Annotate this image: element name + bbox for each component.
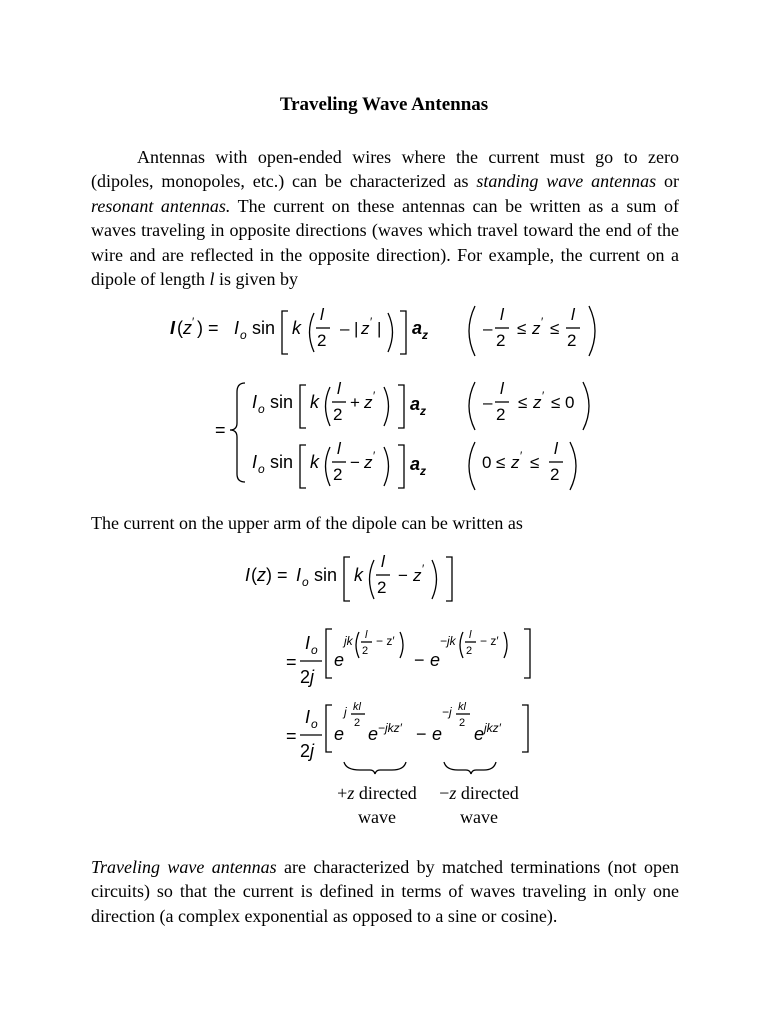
svg-text:z: z <box>361 319 370 338</box>
svg-text:sin: sin <box>270 392 294 412</box>
svg-text:0: 0 <box>482 453 492 472</box>
svg-text:e: e <box>334 650 345 670</box>
svg-text:e: e <box>430 650 441 670</box>
svg-text:−: − <box>414 650 425 670</box>
svg-text:2: 2 <box>300 667 311 687</box>
svg-text:′: ′ <box>373 449 376 463</box>
svg-text:l: l <box>500 379 504 398</box>
equation-dipole-current <box>170 305 595 356</box>
svg-text:I: I <box>234 318 240 338</box>
svg-text:|: | <box>377 319 382 338</box>
svg-text:z: z <box>511 453 520 472</box>
traveling-wave-paragraph <box>91 855 679 928</box>
svg-text:k: k <box>310 452 319 472</box>
svg-text:′: ′ <box>520 449 523 463</box>
svg-text:jkz′: jkz′ <box>484 721 501 735</box>
svg-text:o: o <box>258 462 265 476</box>
svg-text:′: ′ <box>422 562 425 576</box>
svg-text:z: z <box>364 453 373 472</box>
svg-text:2: 2 <box>333 405 343 424</box>
minus-z-wave-label <box>424 781 534 829</box>
svg-text:I: I <box>296 565 302 585</box>
svg-text:+: + <box>350 393 360 412</box>
svg-text:l: l <box>469 629 472 641</box>
svg-text:≤: ≤ <box>518 393 528 412</box>
svg-text:z: z <box>420 464 426 478</box>
svg-text:=: = <box>215 420 226 440</box>
svg-text:o: o <box>311 643 318 657</box>
svg-text:e: e <box>334 724 345 744</box>
svg-text:−j: −j <box>442 705 452 719</box>
svg-text:l: l <box>571 305 575 324</box>
intro-emphasis-3: l <box>209 269 215 290</box>
svg-text:e: e <box>432 724 443 744</box>
intro-text-3: The current on these antennas can be written as a sum of waves traveling in opposite directions (waves which travel toward the end of the wire and are reflected in the opposite direction). For example, the current on a dipole of length <box>91 195 679 290</box>
svg-text:′: ′ <box>541 315 544 329</box>
svg-text:l: l <box>554 439 558 458</box>
svg-text:jk: jk <box>344 634 353 648</box>
svg-text:o: o <box>240 328 247 342</box>
svg-text:sin: sin <box>252 318 276 338</box>
svg-text:|: | <box>354 319 359 338</box>
svg-text:2: 2 <box>300 741 311 761</box>
svg-text:− z′: − z′ <box>480 634 499 648</box>
equation-piecewise <box>215 379 589 490</box>
svg-text:=: = <box>286 726 297 746</box>
svg-text:k: k <box>310 392 319 412</box>
intro-text-2: or <box>656 171 679 192</box>
svg-text:–: – <box>483 319 493 338</box>
svg-text:I: I <box>252 392 258 412</box>
svg-text:sin: sin <box>270 452 294 472</box>
svg-text:kl: kl <box>458 701 466 713</box>
minus-directed-text: directed <box>456 783 519 803</box>
svg-text:a: a <box>410 454 421 474</box>
svg-text:I: I <box>245 565 251 585</box>
svg-text:z: z <box>532 319 541 338</box>
svg-text:z: z <box>422 328 428 342</box>
svg-text:2: 2 <box>362 645 369 657</box>
svg-text:′: ′ <box>370 315 373 329</box>
svg-text:−jkz′: −jkz′ <box>378 721 402 735</box>
equation-upper-arm <box>245 552 530 774</box>
svg-text:sin: sin <box>314 565 338 585</box>
svg-text:) =: ) = <box>197 318 219 338</box>
svg-text:e: e <box>474 724 485 744</box>
svg-text:≤: ≤ <box>550 319 560 338</box>
traveling-emphasis: Traveling wave antennas <box>91 857 277 877</box>
svg-text:a: a <box>410 394 421 414</box>
intro-text-1: Antennas with open-ended wires where the current must go to zero (dipoles, monopoles, etc.) can be characterized as <box>91 147 679 192</box>
svg-text:2: 2 <box>317 331 327 350</box>
svg-text:2: 2 <box>567 331 577 350</box>
plus-z-variable: z <box>347 783 355 803</box>
plus-directed-text: directed <box>354 783 417 803</box>
svg-text:z: z <box>183 318 192 338</box>
svg-text:I: I <box>305 633 311 653</box>
svg-text:(: ( <box>251 565 257 585</box>
svg-text:I: I <box>305 707 311 727</box>
svg-text:) =: ) = <box>266 565 288 585</box>
svg-text:z: z <box>413 566 422 585</box>
svg-text:′: ′ <box>542 389 545 403</box>
svg-text:2: 2 <box>377 578 387 597</box>
svg-text:2: 2 <box>466 645 473 657</box>
svg-text:≤ 0: ≤ 0 <box>551 393 575 412</box>
plus-sign: + <box>337 783 348 803</box>
svg-text:z: z <box>364 393 373 412</box>
svg-text:kl: kl <box>353 701 361 713</box>
svg-text:k: k <box>292 318 301 338</box>
svg-text:′: ′ <box>192 315 195 329</box>
svg-text:−jk: −jk <box>440 634 456 648</box>
traveling-text: are characterized by matched terminations (not open circuits) so that the current is defined in terms of waves traveling in only one direction (a complex exponential as opposed to a sine or cosine). <box>91 857 680 926</box>
svg-text:z: z <box>420 404 426 418</box>
svg-text:z: z <box>533 393 542 412</box>
svg-text:−: − <box>416 724 427 744</box>
svg-text:–: – <box>483 393 493 412</box>
intro-emphasis-2: resonant antennas. <box>91 195 231 216</box>
svg-text:l: l <box>381 552 385 571</box>
svg-text:j: j <box>310 741 314 761</box>
svg-text:≤: ≤ <box>530 453 540 472</box>
minus-wave-text: wave <box>460 807 498 827</box>
svg-text:≤: ≤ <box>496 453 506 472</box>
svg-text:z: z <box>257 565 266 585</box>
underbrace-plus <box>344 762 406 774</box>
svg-text:–: – <box>340 319 350 338</box>
svg-text:I: I <box>252 452 258 472</box>
svg-text:o: o <box>311 717 318 731</box>
upper-arm-paragraph: The current on the upper arm of the dipole can be written as <box>91 513 523 533</box>
document-title: Traveling Wave Antennas <box>279 94 489 115</box>
underbrace-minus <box>444 762 496 774</box>
svg-text:2: 2 <box>550 465 560 484</box>
svg-text:l: l <box>337 379 341 398</box>
svg-text:=: = <box>286 652 297 672</box>
plus-z-wave-label <box>322 781 432 829</box>
svg-text:′: ′ <box>373 389 376 403</box>
minus-z-variable: z <box>449 783 457 803</box>
svg-text:e: e <box>368 724 379 744</box>
svg-text:≤: ≤ <box>517 319 527 338</box>
svg-text:2: 2 <box>333 465 343 484</box>
svg-text:j: j <box>344 705 347 719</box>
svg-text:l: l <box>365 629 368 641</box>
svg-text:o: o <box>302 575 309 589</box>
intro-emphasis-1: standing wave antennas <box>476 171 657 192</box>
svg-text:j: j <box>310 667 314 687</box>
svg-text:l: l <box>337 439 341 458</box>
svg-text:−: − <box>350 453 360 472</box>
svg-text:2: 2 <box>354 717 361 729</box>
svg-text:I: I <box>170 318 176 338</box>
svg-text:− z′: − z′ <box>376 634 395 648</box>
svg-text:−: − <box>398 566 408 585</box>
svg-text:(: ( <box>177 318 183 338</box>
svg-text:l: l <box>320 305 324 324</box>
svg-text:2: 2 <box>496 405 506 424</box>
svg-text:2: 2 <box>459 717 466 729</box>
svg-text:o: o <box>258 402 265 416</box>
svg-text:a: a <box>412 318 423 338</box>
svg-text:l: l <box>500 305 504 324</box>
minus-sign: − <box>439 783 450 803</box>
svg-text:k: k <box>354 565 363 585</box>
intro-text-4: is given by <box>214 269 298 290</box>
svg-text:2: 2 <box>496 331 506 350</box>
plus-wave-text: wave <box>358 807 396 827</box>
